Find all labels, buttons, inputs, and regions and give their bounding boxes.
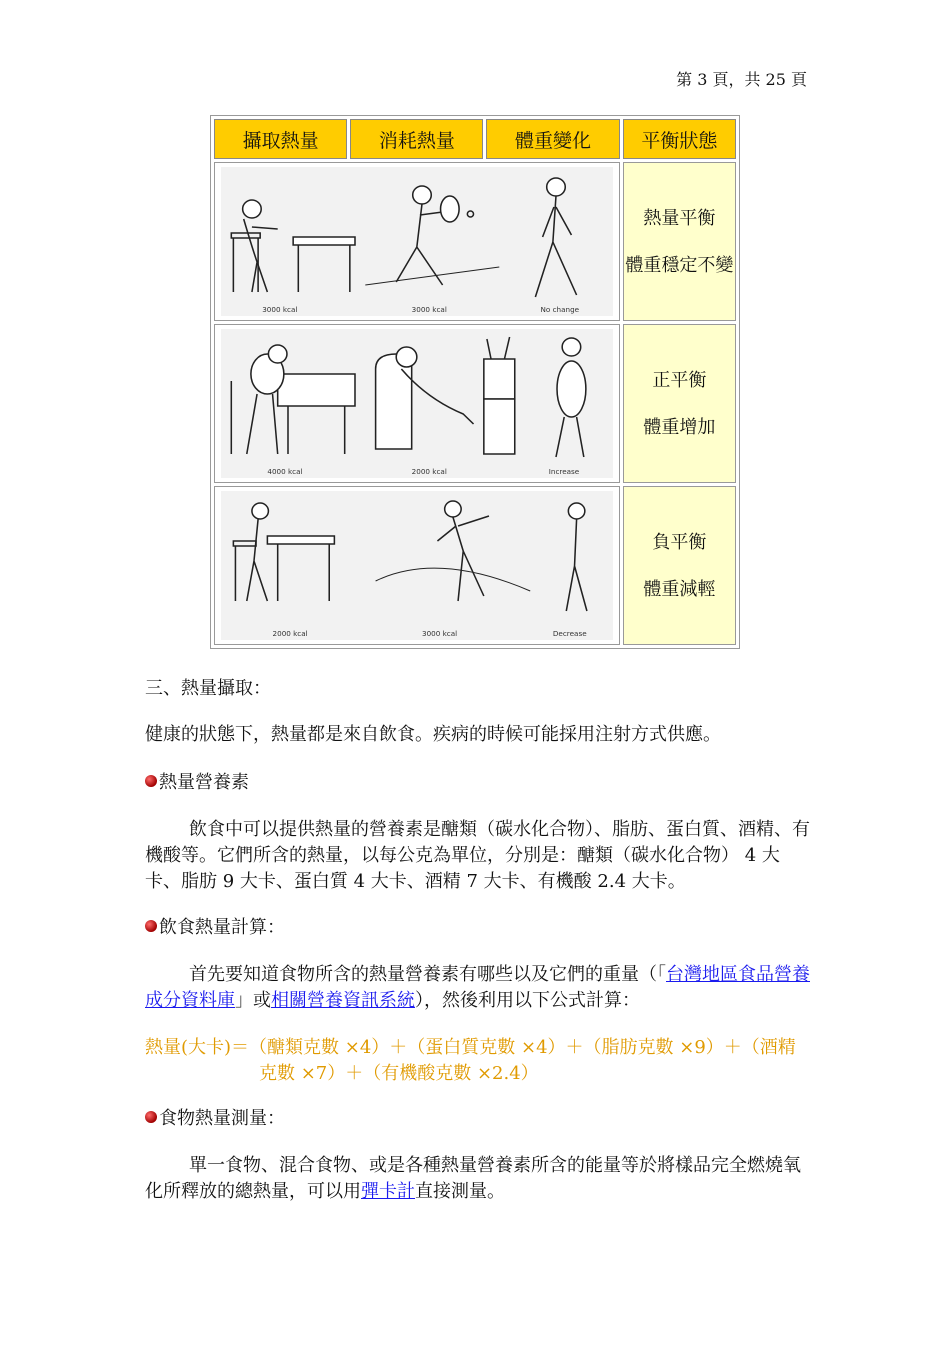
nutrients-title: 熱量營養素 (159, 772, 249, 793)
balance-state-label: 正平衡 (652, 369, 707, 391)
measure-text-pre: 單一食物、混合食物、或是各種熱量營養素所含的能量等於將樣品完全燃燒氧化所釋放的總熱量，可以用 (145, 1155, 801, 1202)
balance-state-label: 負平衡 (652, 531, 707, 553)
illustration-cell (214, 486, 620, 645)
table-row (214, 162, 736, 321)
food-database-link[interactable]: 台灣地區食品營養成分資料庫 (145, 964, 810, 1011)
formula-line-2: 克數 ×7）＋（有機酸克數 ×2.4） (259, 1063, 539, 1084)
balance-state-cell (623, 162, 736, 321)
caption-expenditure: 2000 kcal (411, 467, 447, 476)
caption-weight-change: Decrease (552, 629, 587, 638)
caption-intake: 2000 kcal (272, 629, 308, 638)
red-bullet-icon (145, 775, 157, 787)
calc-heading (145, 915, 810, 941)
formula-line-1: 熱量(大卡)＝（醣類克數 ×4）＋（蛋白質克數 ×4）＋（脂肪克數 ×9）＋（酒精 (145, 1037, 796, 1058)
illustration-cell (214, 162, 620, 321)
section-intro: 健康的狀態下，熱量都是來自飲食。疾病的時候可能採用注射方式供應。 (145, 724, 721, 745)
calc-text-mid: 」或 (235, 990, 271, 1011)
table-header-row (214, 119, 736, 159)
calc-text-pre: 首先要知道食物所含的熱量營養素有哪些以及它們的重量（「 (189, 964, 666, 985)
illustration-balanced (221, 167, 613, 316)
section-heading: 三、熱量攝取： (145, 678, 271, 699)
measure-title: 食物熱量測量： (159, 1108, 285, 1129)
nutrition-system-link[interactable]: 相關營養資訊系統 (271, 990, 415, 1011)
nutrients-paragraph: 飲食中可以提供熱量的營養素是醣類（碳水化合物）、脂肪、蛋白質、酒精、有機酸等。它們所含的熱量，以每公克為單位，分別是：醣類（碳水化合物） 4 大卡、脂肪 9 大卡、蛋白質 4 大卡、酒精 7 大卡、有機酸 2.4 大卡。 (145, 819, 810, 892)
balance-state-cell (623, 324, 736, 483)
nutrients-heading (145, 770, 810, 796)
illustration-cell (214, 324, 620, 483)
illustration-negative (221, 491, 613, 640)
negative-illustration-svg (221, 491, 613, 640)
red-bullet-icon (145, 920, 157, 932)
illustration-positive (221, 329, 613, 478)
caption-expenditure: 3000 kcal (421, 629, 458, 638)
energy-balance-table (210, 115, 740, 649)
caption-expenditure: 3000 kcal (411, 305, 447, 314)
table-row (214, 486, 736, 645)
caption-intake: 4000 kcal (267, 467, 303, 476)
weight-state-label: 體重增加 (643, 416, 716, 438)
header-balance-state: 平衡狀態 (623, 119, 736, 159)
calc-text-post: ），然後利用以下公式計算： (415, 990, 640, 1011)
caption-weight-change: Increase (548, 467, 580, 476)
header-expenditure: 消耗熱量 (350, 119, 483, 159)
positive-illustration-svg (221, 329, 613, 478)
red-bullet-icon (145, 1111, 157, 1123)
measure-text-post: 直接測量。 (415, 1181, 505, 1202)
calc-paragraph (145, 962, 810, 1014)
caption-weight-change: No change (540, 305, 580, 314)
bomb-calorimeter-link[interactable]: 彈卡計 (361, 1181, 415, 1202)
header-weight-change: 體重變化 (486, 119, 619, 159)
page-number: 第 3 頁，共 25 頁 (676, 70, 807, 89)
caption-intake: 3000 kcal (262, 305, 298, 314)
measure-heading (145, 1106, 810, 1132)
calc-title: 飲食熱量計算： (159, 917, 285, 938)
balance-state-label: 熱量平衡 (643, 207, 716, 229)
weight-state-label: 體重穩定不變 (625, 254, 734, 276)
table-row (214, 324, 736, 483)
balance-state-cell (623, 486, 736, 645)
measure-paragraph (145, 1153, 810, 1205)
header-intake: 攝取熱量 (214, 119, 347, 159)
balanced-illustration-svg (221, 167, 613, 316)
weight-state-label: 體重減輕 (643, 578, 716, 600)
